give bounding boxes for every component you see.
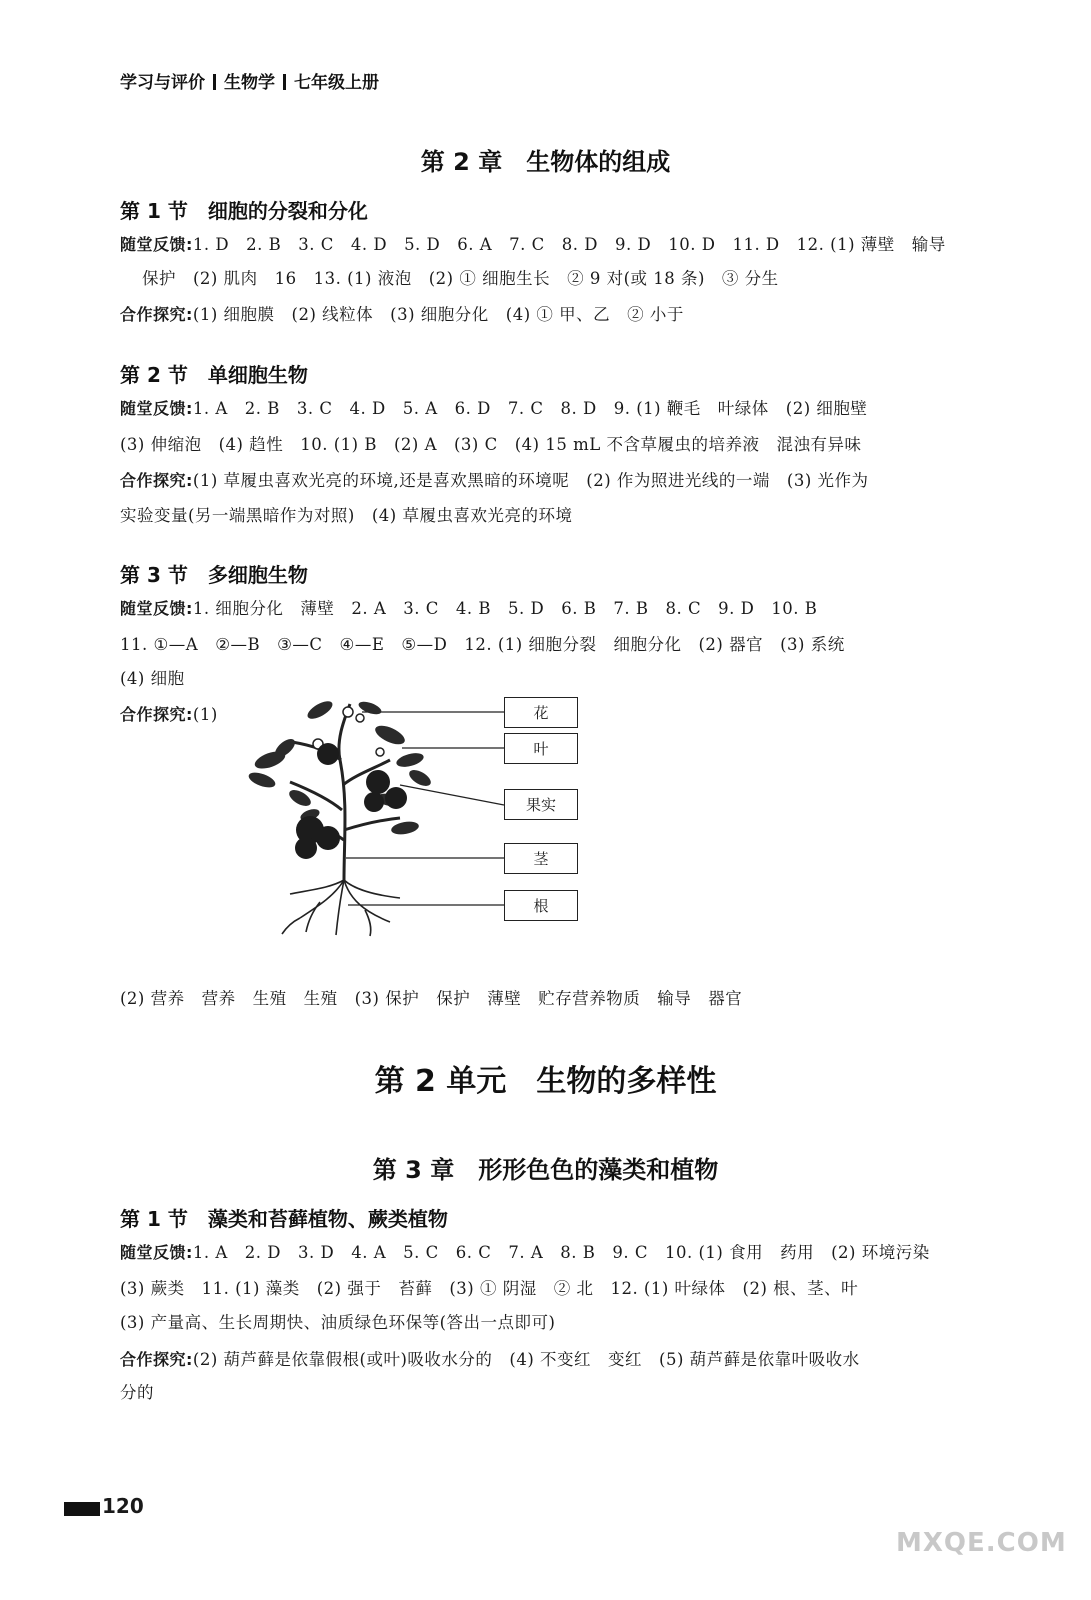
running-header (120, 68, 379, 93)
header-separator (213, 74, 216, 90)
answer-line: 保护 (2) 肌肉 16 13. (1) 液泡 (2) ① 细胞生长 ② 9 对(或 18 条) ③ 分生 (142, 269, 779, 288)
answer-line (120, 470, 1020, 492)
unit-2-title: 第 2 单元 生物的多样性 (374, 1064, 717, 1099)
section-ch3-1-title: 第 1 节 藻类和苔藓植物、蕨类植物 (120, 1207, 448, 1231)
section-3-title: 第 3 节 多细胞生物 (120, 563, 308, 587)
answer-text: (2) 葫芦藓是依靠假根(或叶)吸收水分的 (4) 不变红 变红 (5) 葫芦藓是依靠叶吸收水 (192, 1350, 860, 1369)
explore-label: 合作探究: (120, 1350, 193, 1369)
page-number: 120 (102, 1494, 144, 1518)
header-book: 学习与评价 (120, 73, 205, 93)
answer-text: 1. A 2. B 3. C 4. D 5. A 6. D 7. C 8. D 9. (1) 鞭毛 叶绿体 (2) 细胞壁 (192, 399, 868, 418)
explore-label: 合作探究: (120, 471, 193, 490)
answer-line (120, 398, 1020, 420)
answer-line (120, 1349, 1020, 1371)
answer-line (120, 598, 1020, 620)
label-flower: 花 (504, 697, 578, 728)
header-separator (283, 74, 286, 90)
section-1-title: 第 1 节 细胞的分裂和分化 (120, 199, 368, 223)
answer-text: (1) 草履虫喜欢光亮的环境,还是喜欢黑暗的环境呢 (2) 作为照进光线的一端 (3) 光作为 (192, 471, 869, 490)
label-stem: 茎 (504, 843, 578, 874)
feedback-label: 随堂反馈: (120, 1243, 193, 1262)
answer-line: (3) 蕨类 11. (1) 藻类 (2) 强于 苔藓 (3) ① 阴湿 ② 北 12. (1) 叶绿体 (2) 根、茎、叶 (120, 1279, 859, 1298)
chapter-2-title: 第 2 章 生物体的组成 (420, 148, 671, 176)
answer-text: 1. A 2. D 3. D 4. A 5. C 6. C 7. A 8. B 9. C 10. (1) 食用 药用 (2) 环境污染 (192, 1243, 930, 1262)
roots (282, 880, 400, 936)
answer-line: (4) 细胞 (120, 669, 185, 688)
watermark: MXQE.COM (896, 1528, 1067, 1558)
header-grade: 七年级上册 (294, 73, 379, 93)
tomato-plant-illustration (240, 690, 510, 940)
answer-line (120, 234, 1020, 256)
answer-text: 1. D 2. B 3. C 4. D 5. D 6. A 7. C 8. D 9. D 10. D 11. D 12. (1) 薄壁 输导 (192, 235, 946, 254)
explore-label: 合作探究: (120, 305, 193, 324)
answer-line: (2) 营养 营养 生殖 生殖 (3) 保护 保护 薄壁 贮存营养物质 输导 器官 (120, 989, 743, 1008)
answer-line: 分的 (120, 1383, 154, 1402)
header-subject: 生物学 (224, 73, 275, 93)
answer-text: 1. 细胞分化 薄壁 2. A 3. C 4. B 5. D 6. B 7. B 8. C 9. D 10. B (192, 599, 818, 618)
feedback-label: 随堂反馈: (120, 599, 193, 618)
answer-line (120, 1242, 1020, 1264)
answer-text: (1) (192, 705, 218, 724)
answer-text: (1) 细胞膜 (2) 线粒体 (3) 细胞分化 (4) ① 甲、乙 ② 小于 (192, 305, 684, 324)
answer-line: 实验变量(另一端黑暗作为对照) (4) 草履虫喜欢光亮的环境 (120, 506, 573, 525)
feedback-label: 随堂反馈: (120, 399, 193, 418)
chapter-3-title: 第 3 章 形形色色的藻类和植物 (372, 1156, 719, 1184)
label-root: 根 (504, 890, 578, 921)
answer-line: (3) 产量高、生长周期快、油质绿色环保等(答出一点即可) (120, 1313, 556, 1332)
answer-line: (3) 伸缩泡 (4) 趋性 10. (1) B (2) A (3) C (4) 15 mL 不含草履虫的培养液 混浊有异味 (120, 435, 862, 454)
label-leaf: 叶 (504, 733, 578, 764)
answer-line: 11. ①—A ②—B ③—C ④—E ⑤—D 12. (1) 细胞分裂 细胞分化 (2) 器官 (3) 系统 (120, 635, 845, 654)
label-fruit: 果实 (504, 789, 578, 820)
section-2-title: 第 2 节 单细胞生物 (120, 363, 308, 387)
feedback-label: 随堂反馈: (120, 235, 193, 254)
explore-label: 合作探究: (120, 705, 193, 724)
page-marker-bar (64, 1502, 100, 1516)
answer-line (120, 304, 1020, 326)
